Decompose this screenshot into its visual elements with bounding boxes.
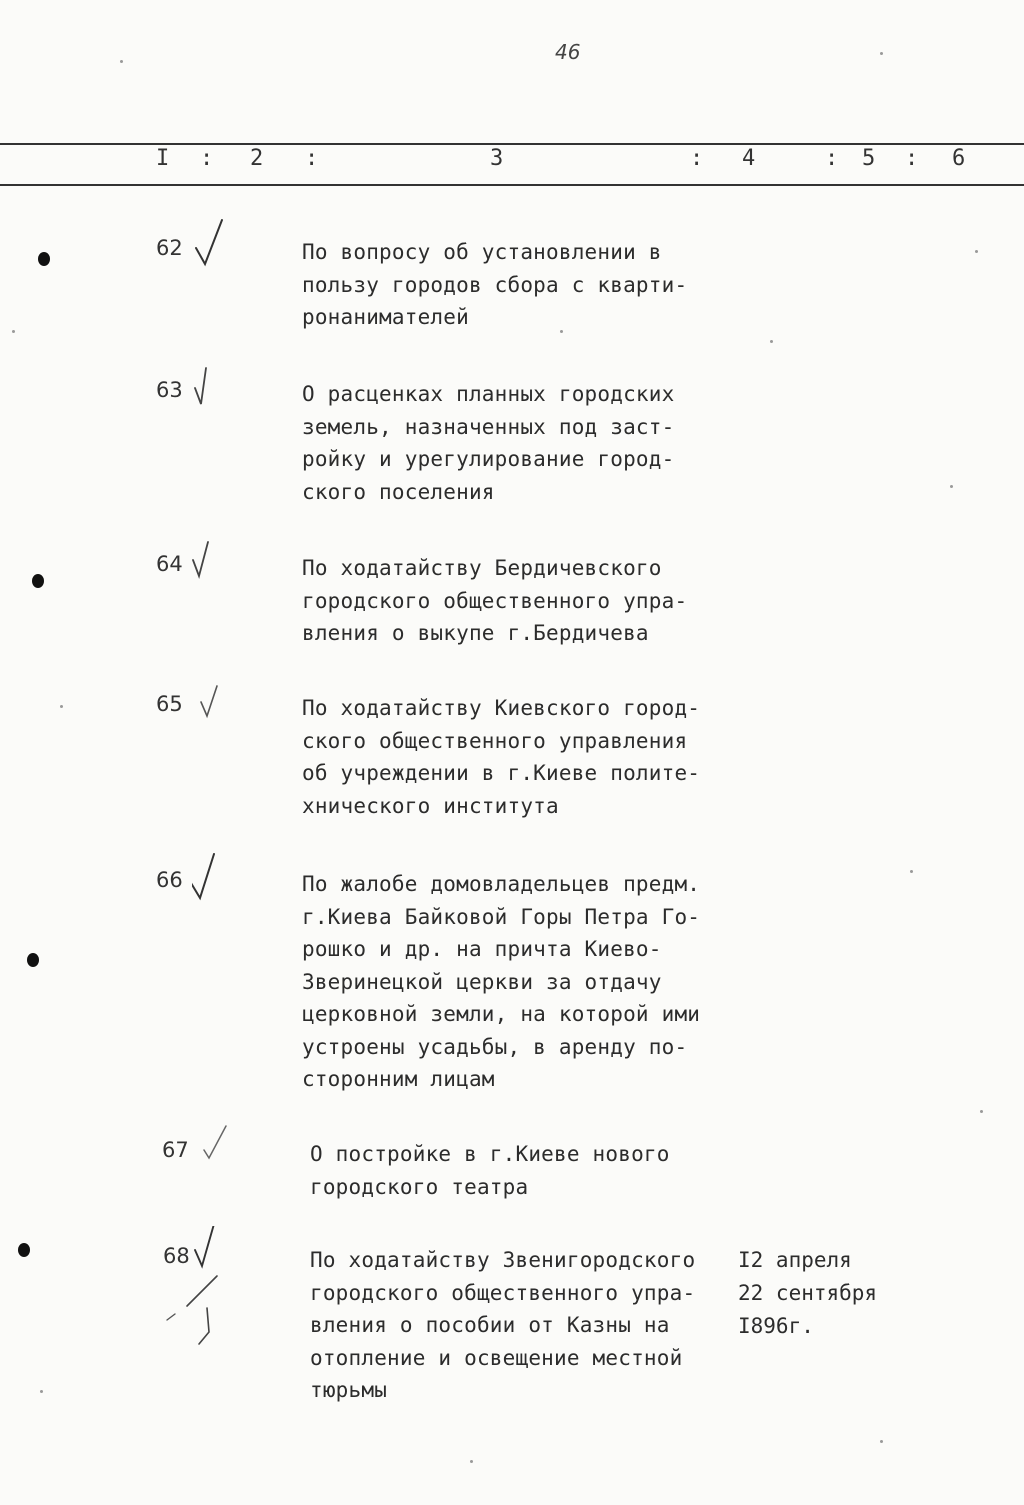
column-header-6: 6 xyxy=(952,146,966,171)
entry-title-line: отопление и освещение местной xyxy=(310,1345,683,1370)
entry-title-line: хнического института xyxy=(302,793,559,818)
entry-title-line: По жалобе домовладельцев предм. xyxy=(302,872,701,896)
entry-number: 66 xyxy=(156,868,183,892)
scan-speck xyxy=(470,1460,473,1463)
entry-number: 67 xyxy=(162,1138,189,1162)
hole-punch-mark xyxy=(27,953,39,967)
entry-number: 68 xyxy=(163,1244,190,1268)
column-header-2: 2 xyxy=(250,146,264,171)
entry-title-line: По ходатайству Звенигородского xyxy=(310,1248,696,1272)
check-mark-icon xyxy=(192,1226,232,1278)
column-header-4: 4 xyxy=(742,146,756,171)
column-separator: : xyxy=(200,146,214,171)
column-header-3: 3 xyxy=(490,146,504,171)
entry-title xyxy=(302,552,722,650)
column-header-5: 5 xyxy=(862,146,876,171)
entry-title-line: церковной земли, на которой ими xyxy=(302,1002,701,1026)
entry-title-line: вления о выкупе г.Бердичева xyxy=(302,621,649,645)
scan-speck xyxy=(975,250,978,253)
check-mark-icon xyxy=(192,850,232,902)
scan-speck xyxy=(980,1110,983,1113)
date-start: I2 апреля xyxy=(738,1248,852,1272)
date-year: I896г. xyxy=(738,1314,814,1338)
scan-speck xyxy=(880,1440,883,1443)
entry-title-line: Зверинецкой церкви за отдачу xyxy=(302,969,662,994)
column-header-row xyxy=(0,146,1024,180)
entry-title-line: об учреждении в г.Киеве полите- xyxy=(302,761,701,785)
date-end: 22 сентября xyxy=(738,1281,878,1305)
entry-title-line: г.Киева Байковой Горы Петра Го- xyxy=(302,904,701,929)
column-separator: : xyxy=(690,146,704,171)
scan-speck xyxy=(120,60,123,63)
scan-speck xyxy=(40,1390,43,1393)
pencil-mark-icon xyxy=(165,1274,225,1354)
scan-speck xyxy=(910,870,913,873)
entry-title-line: По ходатайству Киевского город- xyxy=(302,696,701,720)
entry-title-line: ского общественного управления xyxy=(302,728,688,753)
entry-title-line: городского театра xyxy=(310,1174,529,1199)
entry-title-line: городского общественного упра- xyxy=(310,1280,696,1305)
entry-title-line: О постройке в г.Киеве нового xyxy=(310,1142,670,1166)
entry-title-line: ронанимателей xyxy=(302,305,469,329)
check-mark-icon xyxy=(192,1120,232,1172)
column-separator: : xyxy=(825,146,839,171)
entry-title xyxy=(302,236,722,334)
scan-speck xyxy=(950,485,953,488)
entry-title-line: земель, назначенных под заст- xyxy=(302,414,675,439)
scan-speck xyxy=(12,330,15,333)
entry-dates xyxy=(738,1244,877,1343)
check-mark-icon xyxy=(192,534,232,586)
scan-speck xyxy=(60,705,63,708)
entry-title-line: По вопросу об установлении в xyxy=(302,240,662,264)
scan-speck xyxy=(770,340,773,343)
check-mark-icon xyxy=(192,674,232,726)
entry-title xyxy=(310,1244,730,1407)
header-bottom-rule xyxy=(0,184,1024,186)
entry-title-line: О расценках планных городских xyxy=(302,382,675,406)
entry-title xyxy=(302,868,722,1096)
hole-punch-mark xyxy=(38,252,50,266)
entry-title-line: ройку и урегулирование город- xyxy=(302,447,675,471)
entry-title-line: городского общественного упра- xyxy=(302,588,688,613)
entry-number: 65 xyxy=(156,692,183,716)
entry-title-line: ского поселения xyxy=(302,479,495,504)
column-header-1: I xyxy=(156,146,170,171)
entry-title-line: вления о пособии от Казны на xyxy=(310,1313,670,1337)
entry-title xyxy=(310,1138,730,1203)
check-mark-icon xyxy=(192,360,232,412)
page-number: 46 xyxy=(555,40,581,64)
entry-title-line: пользу городов сбора с кварти- xyxy=(302,272,688,297)
hole-punch-mark xyxy=(18,1243,30,1257)
scan-speck xyxy=(560,330,563,333)
column-separator: : xyxy=(305,146,319,171)
header-top-rule xyxy=(0,143,1024,145)
entry-title-line: сторонним лицам xyxy=(302,1067,495,1091)
entry-title-line: устроены усадьбы, в аренду по- xyxy=(302,1034,688,1059)
scan-speck xyxy=(880,52,883,55)
entry-title-line: тюрьмы xyxy=(310,1378,388,1402)
check-mark-icon xyxy=(192,218,232,270)
entry-title-line: По ходатайству Бердичевского xyxy=(302,556,662,580)
entry-number: 62 xyxy=(156,236,183,260)
entry-title-line: рошко и др. на причта Киево- xyxy=(302,937,662,961)
entry-number: 64 xyxy=(156,552,183,576)
entry-number: 63 xyxy=(156,378,183,402)
entry-title xyxy=(302,692,722,822)
column-separator: : xyxy=(905,146,919,171)
entry-title xyxy=(302,378,722,508)
hole-punch-mark xyxy=(32,574,44,588)
